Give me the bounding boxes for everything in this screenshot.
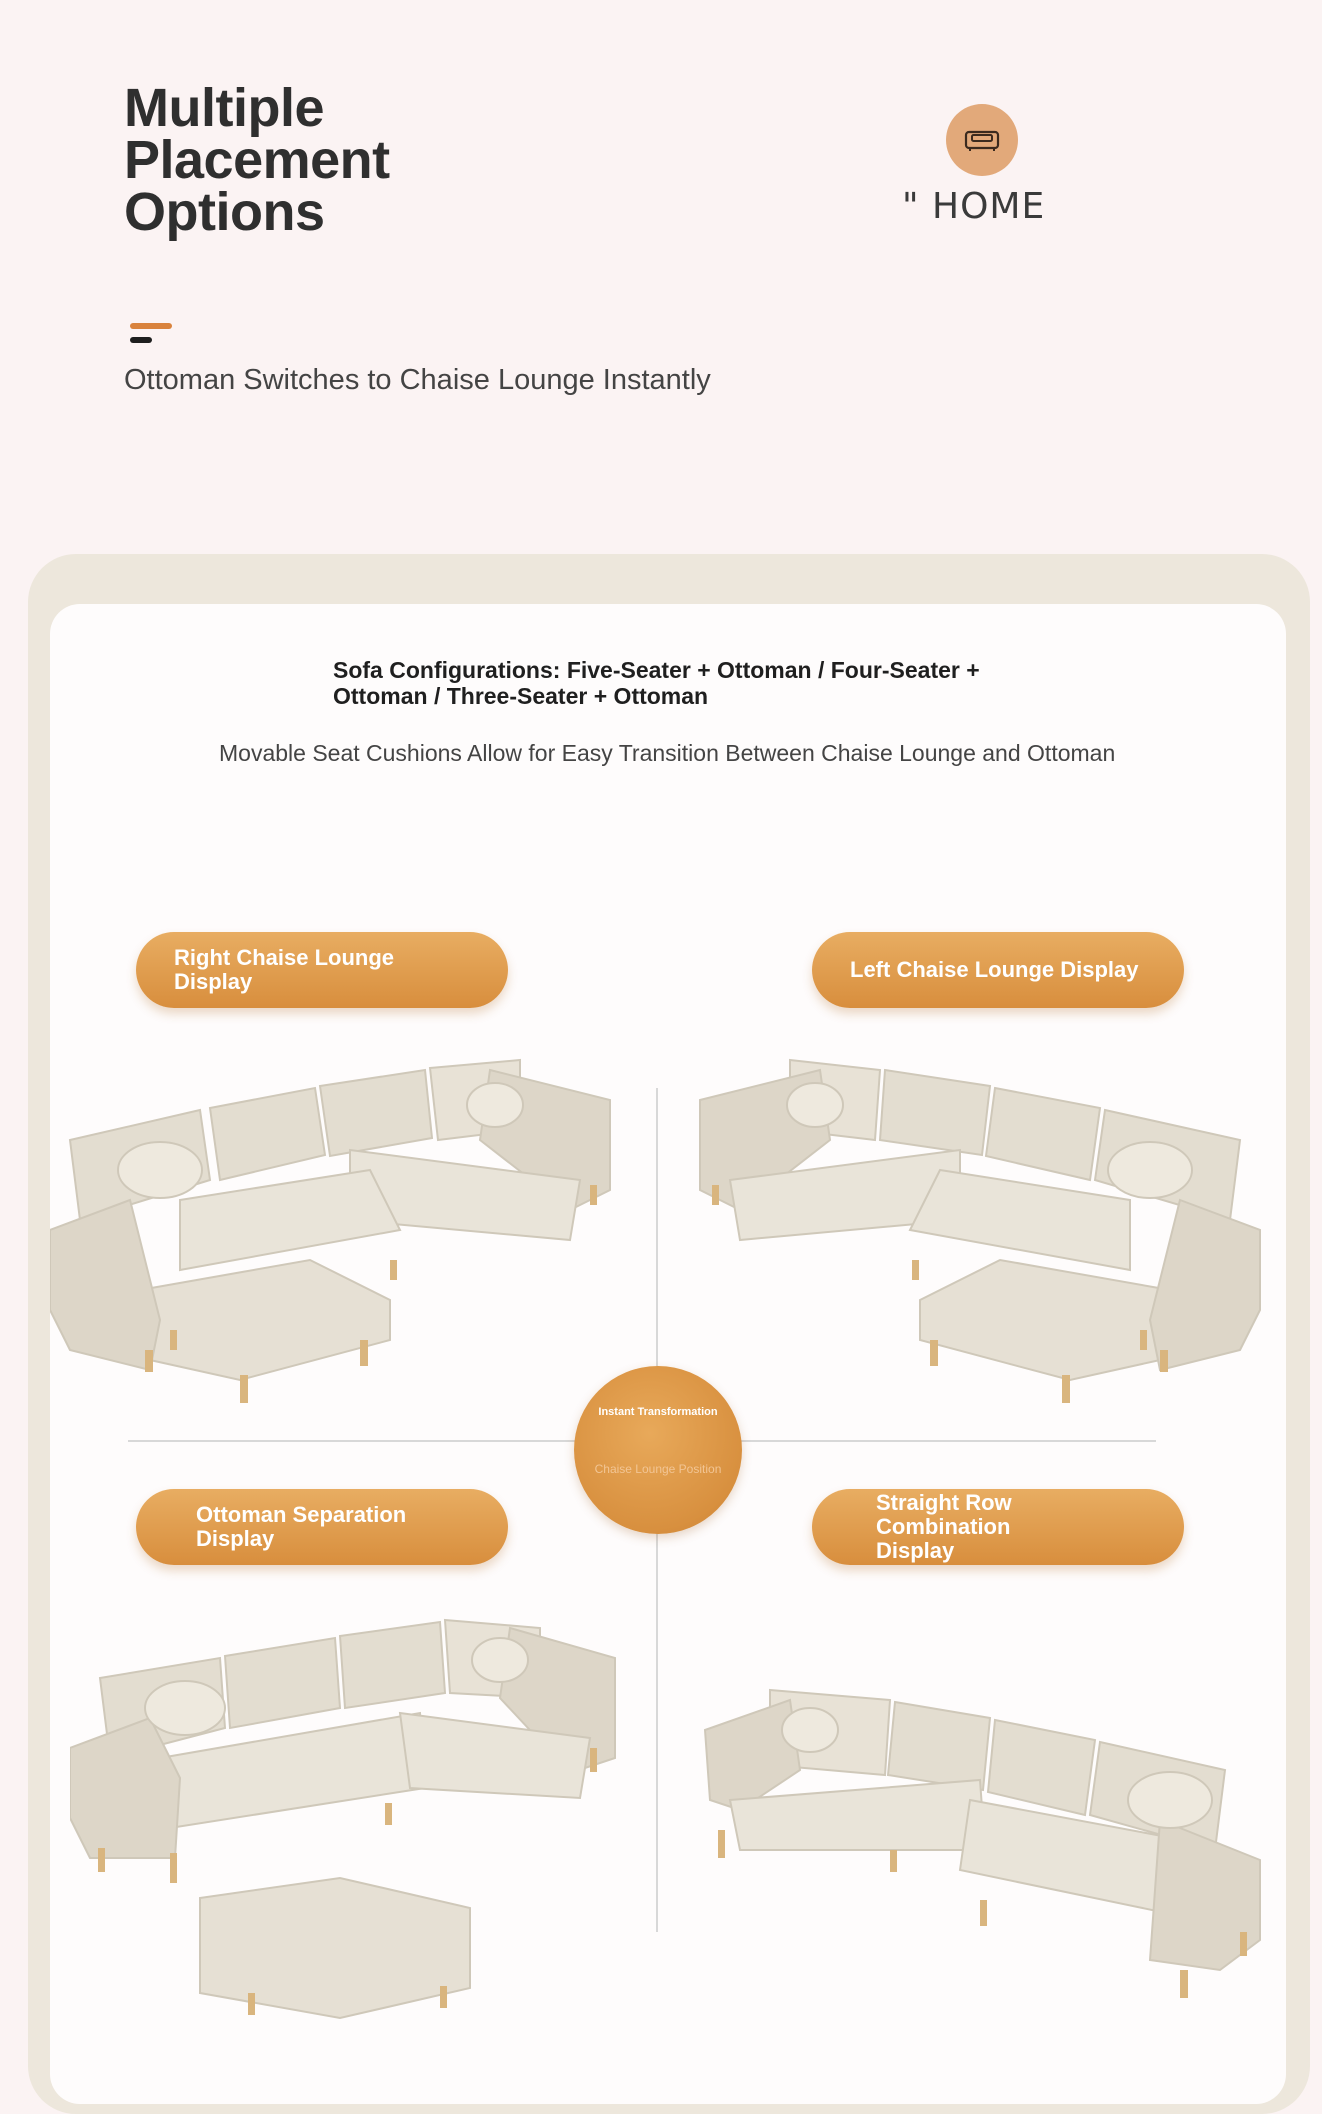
config-subtitle: Movable Seat Cushions Allow for Easy Transition Between Chaise Lounge and Ottoman (219, 740, 1116, 766)
page-subtitle: Ottoman Switches to Chaise Lounge Instantly (124, 364, 711, 396)
badge-line-2: Chaise Lounge Position (594, 1462, 722, 1476)
right-chaise-sofa-image (50, 1030, 620, 1420)
sofa-icon (964, 128, 1000, 152)
ottoman-separation-sofa-image (70, 1598, 630, 2048)
right-chaise-label: Right Chaise Lounge Display (136, 932, 508, 1008)
page-title: Multiple Placement Options (124, 78, 390, 242)
left-chaise-sofa-image (690, 1030, 1270, 1420)
config-title: Sofa Configurations: Five-Seater + Ottoman / Four-Seater + Ottoman / Three-Seater + Ottoman (333, 657, 980, 709)
ottoman-separation-label: Ottoman Separation Display (136, 1489, 508, 1565)
straight-row-label: Straight Row Combination Display (812, 1489, 1184, 1565)
brand-logo (946, 104, 1018, 176)
accent-bar (130, 323, 172, 343)
badge-line-1: Instant Transformation (598, 1406, 718, 1418)
straight-row-sofa-image (700, 1670, 1270, 2050)
left-chaise-label: Left Chaise Lounge Display (812, 932, 1184, 1008)
brand-name: " HOME (902, 186, 1046, 227)
instant-transformation-badge (574, 1366, 742, 1534)
